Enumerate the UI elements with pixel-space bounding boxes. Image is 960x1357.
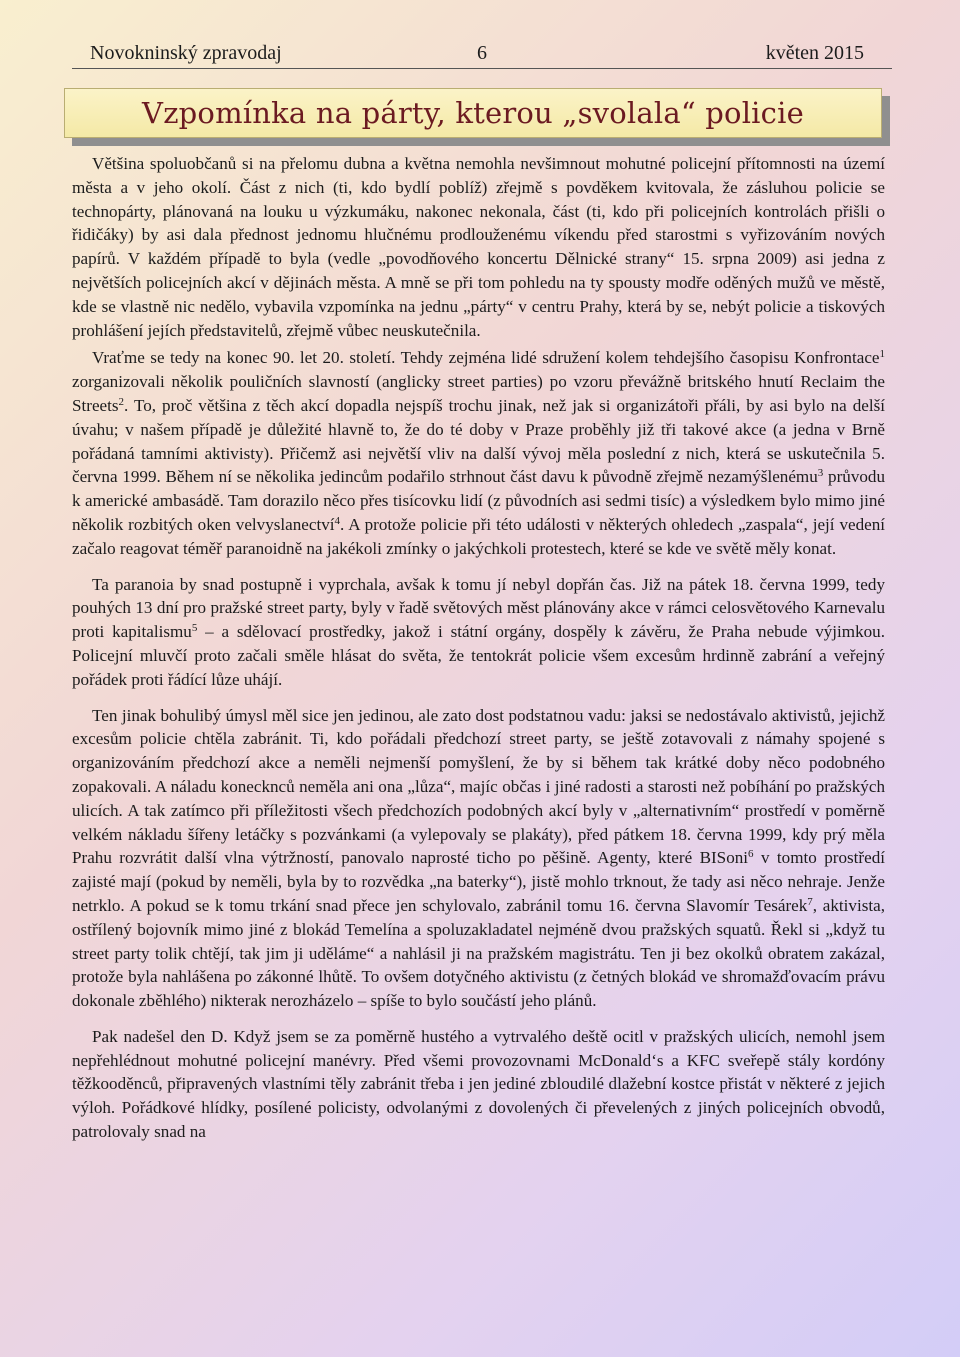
paragraph-1 xyxy=(72,152,885,342)
footnote-ref: 5 xyxy=(191,622,198,635)
paragraph-text: . To, proč většina z těch akcí dopadla nejspíš trochu jinak, než jak si organizátoři přáli, by asi bylo na delší úvahu; v našem případě je důležité hlavně to, že do té doby v Praze proběhly již tři takové akce (a jedna v Brně pořádaná tamními aktivisty). Přičemž asi největší vliv na další vývoj měla poslední z nich, která se uskutečnila 5. června 1999. Během ní se několika jedincům podařilo strhnout část davu k původně zřejmě nezamýšlenému xyxy=(72,395,885,487)
footnote-ref: 3 xyxy=(817,467,824,480)
paragraph-3 xyxy=(72,573,885,692)
paragraph-2 xyxy=(72,346,885,560)
paragraph-text: zorganizovali několik pouličních slavností (anglicky street parties) po vzoru převážně britského hnutí Reclaim the Streets xyxy=(72,372,885,415)
article-body xyxy=(72,152,885,1156)
footnote-ref: 1 xyxy=(879,348,885,361)
paragraph-text: Vraťme se tedy na konec 90. let 20. století. Tehdy zejména lidé sdružení kolem tehdejšího časopisu Konfrontace xyxy=(92,348,880,368)
publication-name: Novokninský zpravodaj xyxy=(90,42,282,64)
paragraph-5 xyxy=(72,1025,885,1144)
article-title: Vzpomínka na párty, kterou „svolala“ policie xyxy=(142,96,804,130)
paragraph-text: Většina spoluobčanů si na přelomu dubna a května nemohla nevšimnout mohutné policejní přítomnosti na území města a v jeho okolí. Část z nich (ti, kdo bydlí poblíž) zřejmě s povděkem kvitovala, že zásluhou policie se technopárty, plánovaná na louku u výzkumáku, nakonec nekonala, část (ti, kdo při policejních kontrolách přišli o řidičáky) by asi dala přednost jednomu hlučnému prodlouženému víkendu před starostmi s vyřizováním nových papírů. V každém případě to byla (vedle „povodňového koncertu Dělnické strany“ 15. srpna 2009) asi jedna z největších policejních akcí v dějinách města. A mně se při tom pohledu na ty spousty modře oděných mužů ve městě, kde se vlastně nic nedělo, vybavila vzpomínka na jednu „párty“ v centru Prahy, která by se, nebýt policie a tiskových prohlášení jejích představitelů, zřejmě vůbec neuskutečnila. xyxy=(72,154,885,340)
footnote-ref: 7 xyxy=(807,895,813,908)
paragraph-text: . A protože policie při této události v některých ohledech „zaspala“, její vedení začalo reagovat téměř paranoidně na jakékoli zmínky o jakýchkoli protestech, které se kde ve světě měly konat. xyxy=(72,514,886,558)
paragraph-text: Ta paranoia by snad postupně i vyprchala, avšak k tomu jí nebyl dopřán čas. Již na pátek 18. června 1999, tedy pouhých 13 dní pro pražské street party, byly v řadě světových měst plánovány akce v rámci celosvětového Karnevalu proti kapitalismu xyxy=(72,574,885,642)
page-header xyxy=(72,40,892,69)
paragraph-text: průvodu k americké ambasádě. Tam dorazilo něco přes tisícovku lidí (z původních asi sedmi tisíc) a výsledkem bylo mimo jiné několik rozbitých oken velvyslanectví xyxy=(72,467,886,534)
title-banner-box xyxy=(64,88,882,138)
footnote-ref: 4 xyxy=(334,514,341,527)
page-number: 6 xyxy=(477,42,487,64)
paragraph-text: – a sdělovací prostředky, jakož i státní orgány, dospěly k závěru, že Praha nebude výjimkou. Policejní mluvčí proto začali směle hlásat do světa, že tentokrát policie všem excesům hrdinně zabrání a veřejný pořádek proti řádící lůze uhájí. xyxy=(72,622,885,689)
paragraph-text: v tomto prostředí zajisté mají (pokud by neměli, byla by to rozvědka „na baterky“), jistě mohlo trknout, že tady asi něco nehraje. Jenže netrklo. A pokud se k tomu trkání snad přece jen schylovalo, zabránil tomu 16. června Slavomír Tesárek xyxy=(72,848,885,915)
paragraph-text: , aktivista, ostřílený bojovník mimo jiné z blokád Temelína a spoluzakladatel nejméně dvou pražských squatů. Řekl si „když tu street party tolik chtějí, tak jim ji uděláme“ a nahlásil ji na pražském magistrátu. Ten ji bez okolků obratem zakázal, protože byla nahlášena po zákonné lhůtě. To ovšem dotyčného aktivistu (z četných blokád ve shromažďovacím právu dokonale zběhlého) nikterak nerozházelo – spíše to bylo součástí jeho plánů. xyxy=(72,895,885,1011)
article-title-banner xyxy=(64,88,882,138)
issue-date: květen 2015 xyxy=(765,42,864,64)
footnote-ref: 2 xyxy=(118,395,125,408)
paragraph-text: Ten jinak bohulibý úmysl měl sice jen jedinou, ale zato dost podstatnou vadu: jaksi se nedostávalo aktivistů, jejichž excesům policie chtěla zabránit. Ti, kdo pořádali předchozí street party, se ještě zotavovali z námahy spojené s organizováním předchozí akce a neměli nejmenší pomyšlení, že by si během tak krátké doby něco podobného zopakovali. A náladu konecknců neměla ani ona „lůza“, majíc občas i jiné radosti a starosti než pobíhání po pražských ulicích. A tak zatímco při příležitosti všech předchozích podobných akcí byly v „alternativním“ prostředí v poměrně velkém nákladu šířeny letáčky s pozvánkami (a vylepovaly se plakáty), před pátkem 18. června 1999, kdy prý měla Prahu rozvrátit další vlna výtržností, panovalo naprosté ticho po pěšině. Agenty, které BISoni xyxy=(72,705,885,868)
paragraph-text: Pak nadešel den D. Když jsem se za poměrně hustého a vytrvalého deště ocitl v pražských ulicích, nemohl jsem nepřehlédnout mohutné policejní manévry. Před všemi provozovnami McDonald‘s a KFC sveřepě stály kordóny těžkooděnců, připravených vlastními těly zabránit třeba i jen jediné zbloudilé dlažební kostce přistát v některé z jejich výloh. Pořádkové hlídky, posílené policisty, odvolanými z dovolených či převelených z jiných policejních obvodů, patrolovaly snad na xyxy=(72,1026,885,1142)
paragraph-4 xyxy=(72,704,885,1013)
footnote-ref: 6 xyxy=(748,848,754,861)
